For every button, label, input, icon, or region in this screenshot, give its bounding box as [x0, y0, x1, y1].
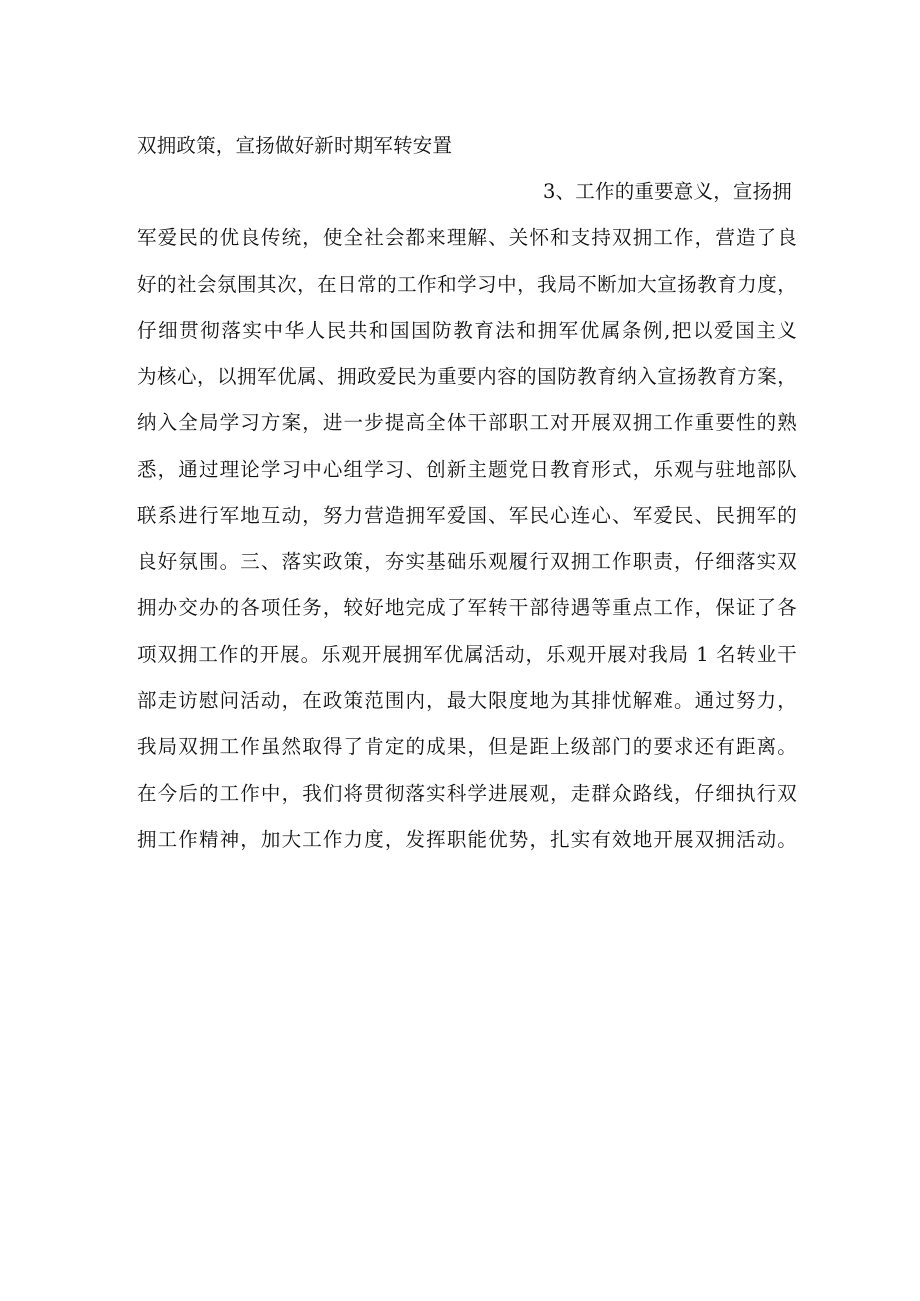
- text-line-14: 我局双拥工作虽然取得了肯定的成果，但是距上级部门的要求还有距离。: [137, 735, 797, 758]
- text-line-7: 纳入全局学习方案，进一步提高全体干部职工对开展双拥工作重要性的熟: [137, 411, 797, 434]
- text-line-16: 拥工作精神，加大工作力度，发挥职能优势，扎实有效地开展双拥活动。: [137, 828, 797, 851]
- text-line-8: 悉，通过理论学习中心组学习、创新主题党日教育形式，乐观与驻地部队: [137, 458, 797, 481]
- text-line-5: 仔细贯彻落实中华人民共和国国防教育法和拥军优属条例,把以爱国主义: [137, 319, 797, 342]
- text-line-11: 拥办交办的各项任务，较好地完成了军转干部待遇等重点工作，保证了各: [137, 596, 797, 619]
- text-line-12: 项双拥工作的开展。乐观开展拥军优属活动，乐观开展对我局 1 名转业干: [137, 643, 797, 666]
- text-line-13: 部走访慰问活动，在政策范围内，最大限度地为其排忧解难。通过努力，: [137, 689, 797, 712]
- text-line-15: 在今后的工作中，我们将贯彻落实科学进展观，走群众路线，仔细执行双: [137, 782, 797, 805]
- text-line-4: 好的社会氛围其次，在日常的工作和学习中，我局不断加大宣扬教育力度，: [137, 273, 797, 296]
- text-line-6: 为核心，以拥军优属、拥政爱民为重要内容的国防教育纳入宣扬教育方案，: [137, 365, 797, 388]
- text-line-10: 良好氛围。三、落实政策，夯实基础乐观履行双拥工作职责，仔细落实双: [137, 550, 797, 573]
- text-line-9: 联系进行军地互动，努力营造拥军爱国、军民心连心、军爱民、民拥军的: [137, 504, 797, 527]
- text-line-2: 3、工作的重要意义，宣扬拥: [542, 180, 792, 203]
- text-line-1: 双拥政策，宣扬做好新时期军转安置: [137, 134, 453, 157]
- text-line-3: 军爱民的优良传统，使全社会都来理解、关怀和支持双拥工作，营造了良: [137, 226, 797, 249]
